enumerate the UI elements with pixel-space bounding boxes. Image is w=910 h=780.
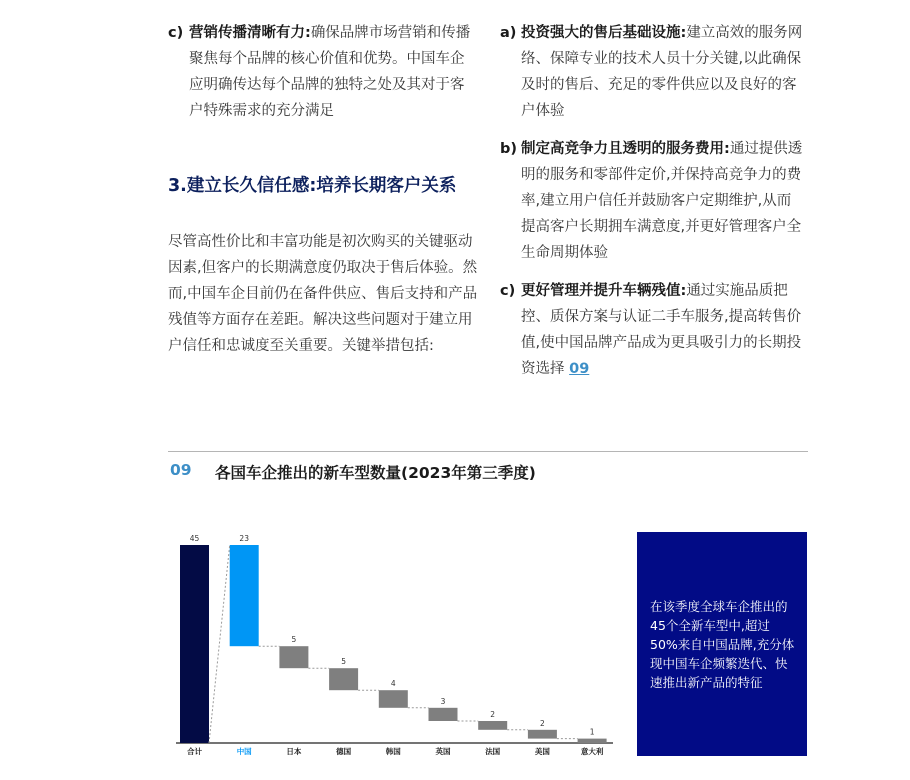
item-text: 通过实施品质把控、质保方案与认证二手车服务,提高转售价值,使中国品牌产品成为更具吸引力的长期投资选择 (521, 283, 802, 377)
item-text: 建立高效的服务网络、保障专业的技术人员十分关键,以此确保及时的售后、充足的零件供应以及良好的客户体验 (521, 25, 803, 119)
connector-line (209, 545, 230, 743)
item-title: 制定高竞争力且透明的服务费用: (521, 141, 730, 157)
figure-reference-link[interactable]: 09 (569, 361, 590, 377)
data-label: 5 (341, 657, 346, 667)
data-label: 4 (390, 679, 396, 689)
category-label: 合计 (187, 747, 202, 756)
item-text: 通过提供透明的服务和零部件定价,并保持高竞争力的费率,建立用户信任并鼓励客户定期维护,从而提高客户长期拥车满意度,并更好管理客户全生命周期体验 (521, 141, 803, 261)
data-label: 23 (239, 534, 249, 543)
item-title: 营销传播清晰有力: (189, 25, 311, 41)
figure-divider (168, 451, 808, 452)
data-label: 45 (189, 534, 200, 543)
data-label: 5 (291, 635, 297, 645)
data-label: 2 (490, 710, 496, 719)
chart-bar (379, 690, 408, 708)
right-column (500, 20, 805, 394)
category-label: 意大利 (580, 747, 604, 756)
section-heading: 3.建立长久信任感:培养长期客户关系 (168, 176, 457, 196)
category-label: 英国 (435, 747, 451, 756)
item-title: 投资强大的售后基础设施: (521, 25, 687, 41)
chart-bar (180, 545, 209, 743)
category-label: 韩国 (385, 747, 401, 756)
list-item (500, 20, 805, 124)
chart-bar (429, 708, 458, 721)
data-label: 2 (540, 718, 545, 728)
item-title: 更好管理并提升车辆残值: (521, 283, 687, 299)
item-marker: a) (500, 25, 517, 41)
chart-bar (329, 668, 358, 690)
item-marker: b) (500, 141, 518, 157)
chart-bar (279, 646, 308, 668)
category-label: 中国 (236, 747, 252, 756)
item-marker: c) (168, 25, 184, 41)
chart-bar (230, 545, 259, 646)
figure-number: 09 (170, 461, 192, 479)
item-text: 确保品牌市场营销和传播聚焦每个品牌的核心价值和优势。中国车企应明确传达每个品牌的独特之处及其对于客户特殊需求的充分满足 (189, 25, 471, 119)
chart-bar (478, 721, 507, 730)
waterfall-chart (168, 525, 613, 760)
section-paragraph: 尽管高性价比和丰富功能是初次购买的关键驱动因素,但客户的长期满意度仍取决于售后体验。然而,中国车企目前仍在备件供应、售后支持和产品残值等方面存在差距。解决这些问题对于建立用户信任和忠诚度至关重要。关键举措包括: (168, 234, 478, 354)
category-label: 德国 (336, 747, 352, 756)
callout-box (637, 532, 807, 756)
category-label: 美国 (534, 747, 550, 756)
list-item (500, 278, 805, 382)
list-item (500, 136, 805, 266)
data-label: 3 (440, 696, 446, 706)
left-top-item (168, 20, 473, 124)
list-item (168, 20, 473, 124)
chart-bar (528, 730, 557, 739)
category-label: 日本 (286, 747, 302, 756)
item-marker: c) (500, 283, 516, 299)
callout-text: 在该季度全球车企推出的45个全新车型中,超过50%来自中国品牌,充分体现中国车企频繁迭代、快速推出新产品的特征 (650, 599, 795, 690)
chart-bar (578, 739, 607, 743)
data-label: 1 (589, 727, 595, 737)
category-label: 法国 (485, 747, 501, 756)
figure-title: 各国车企推出的新车型数量(2023年第三季度) (215, 464, 536, 482)
